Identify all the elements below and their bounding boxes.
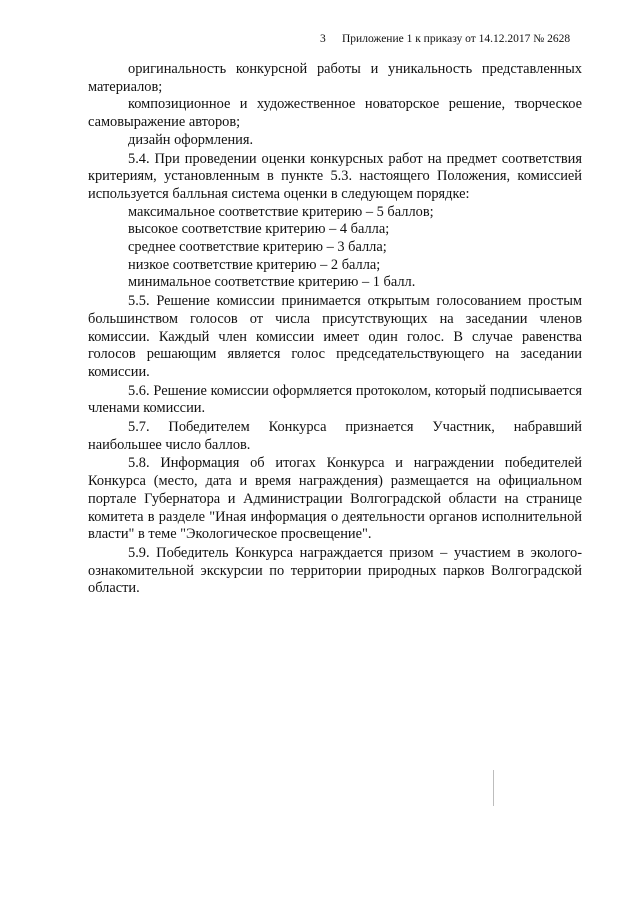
paragraph-5-5: 5.5. Решение комиссии принимается открытым голосованием простым большинством голосов от числа присутствующих на заседании членов комиссии. Каждый член комиссии имеет один голос. В случае равенства голосов решающим является голос председательствующего на заседании комиссии. (88, 293, 582, 380)
document-body (88, 61, 582, 598)
paragraph-5-9: 5.9. Победитель Конкурса награждается призом – участием в эколого-ознакомительной экскурсии по территории природных парков Волгоградской области. (88, 544, 582, 597)
page-number: 3 (320, 33, 326, 45)
criterion-design: дизайн оформления. (128, 131, 254, 148)
paragraph-5-4: 5.4. При проведении оценки конкурсных работ на предмет соответствия критериям, установленным в пункте 5.3. настоящего Положения, комиссией используется балльная система оценки в следующем порядке: (88, 150, 582, 202)
score-item-2: низкое соответствие критерию – 2 балла; (128, 256, 381, 273)
score-item-4: высокое соответствие критерию – 4 балла; (128, 221, 390, 238)
score-item-1: минимальное соответствие критерию – 1 балл. (128, 274, 416, 291)
paragraph-5-8: 5.8. Информация об итогах Конкурса и награждении победителей Конкурса (место, дата и время награждения) размещается на официальном портале Губернатора и Администрации Волгоградской области на странице комитета в разделе "Иная информация о деятельности органов исполнительной власти" в теме "Экологическое просвещение". (88, 455, 582, 543)
score-item-3: среднее соответствие критерию – 3 балла; (128, 239, 387, 256)
paragraph-5-6: 5.6. Решение комиссии оформляется протоколом, который подписывается членами комиссии. (88, 382, 582, 417)
paragraph-5-7: 5.7. Победителем Конкурса признается Участник, набравший наибольшее число баллов. (88, 419, 582, 453)
score-item-5: максимальное соответствие критерию – 5 баллов; (128, 203, 434, 220)
criterion-originality: оригинальность конкурсной работы и уникальность представленных материалов; (88, 61, 582, 95)
appendix-reference: Приложение 1 к приказу от 14.12.2017 № 2628 (342, 33, 571, 45)
scan-mark (493, 770, 494, 806)
criterion-composition: композиционное и художественное новаторское решение, творческое самовыражение авторов; (88, 96, 582, 131)
